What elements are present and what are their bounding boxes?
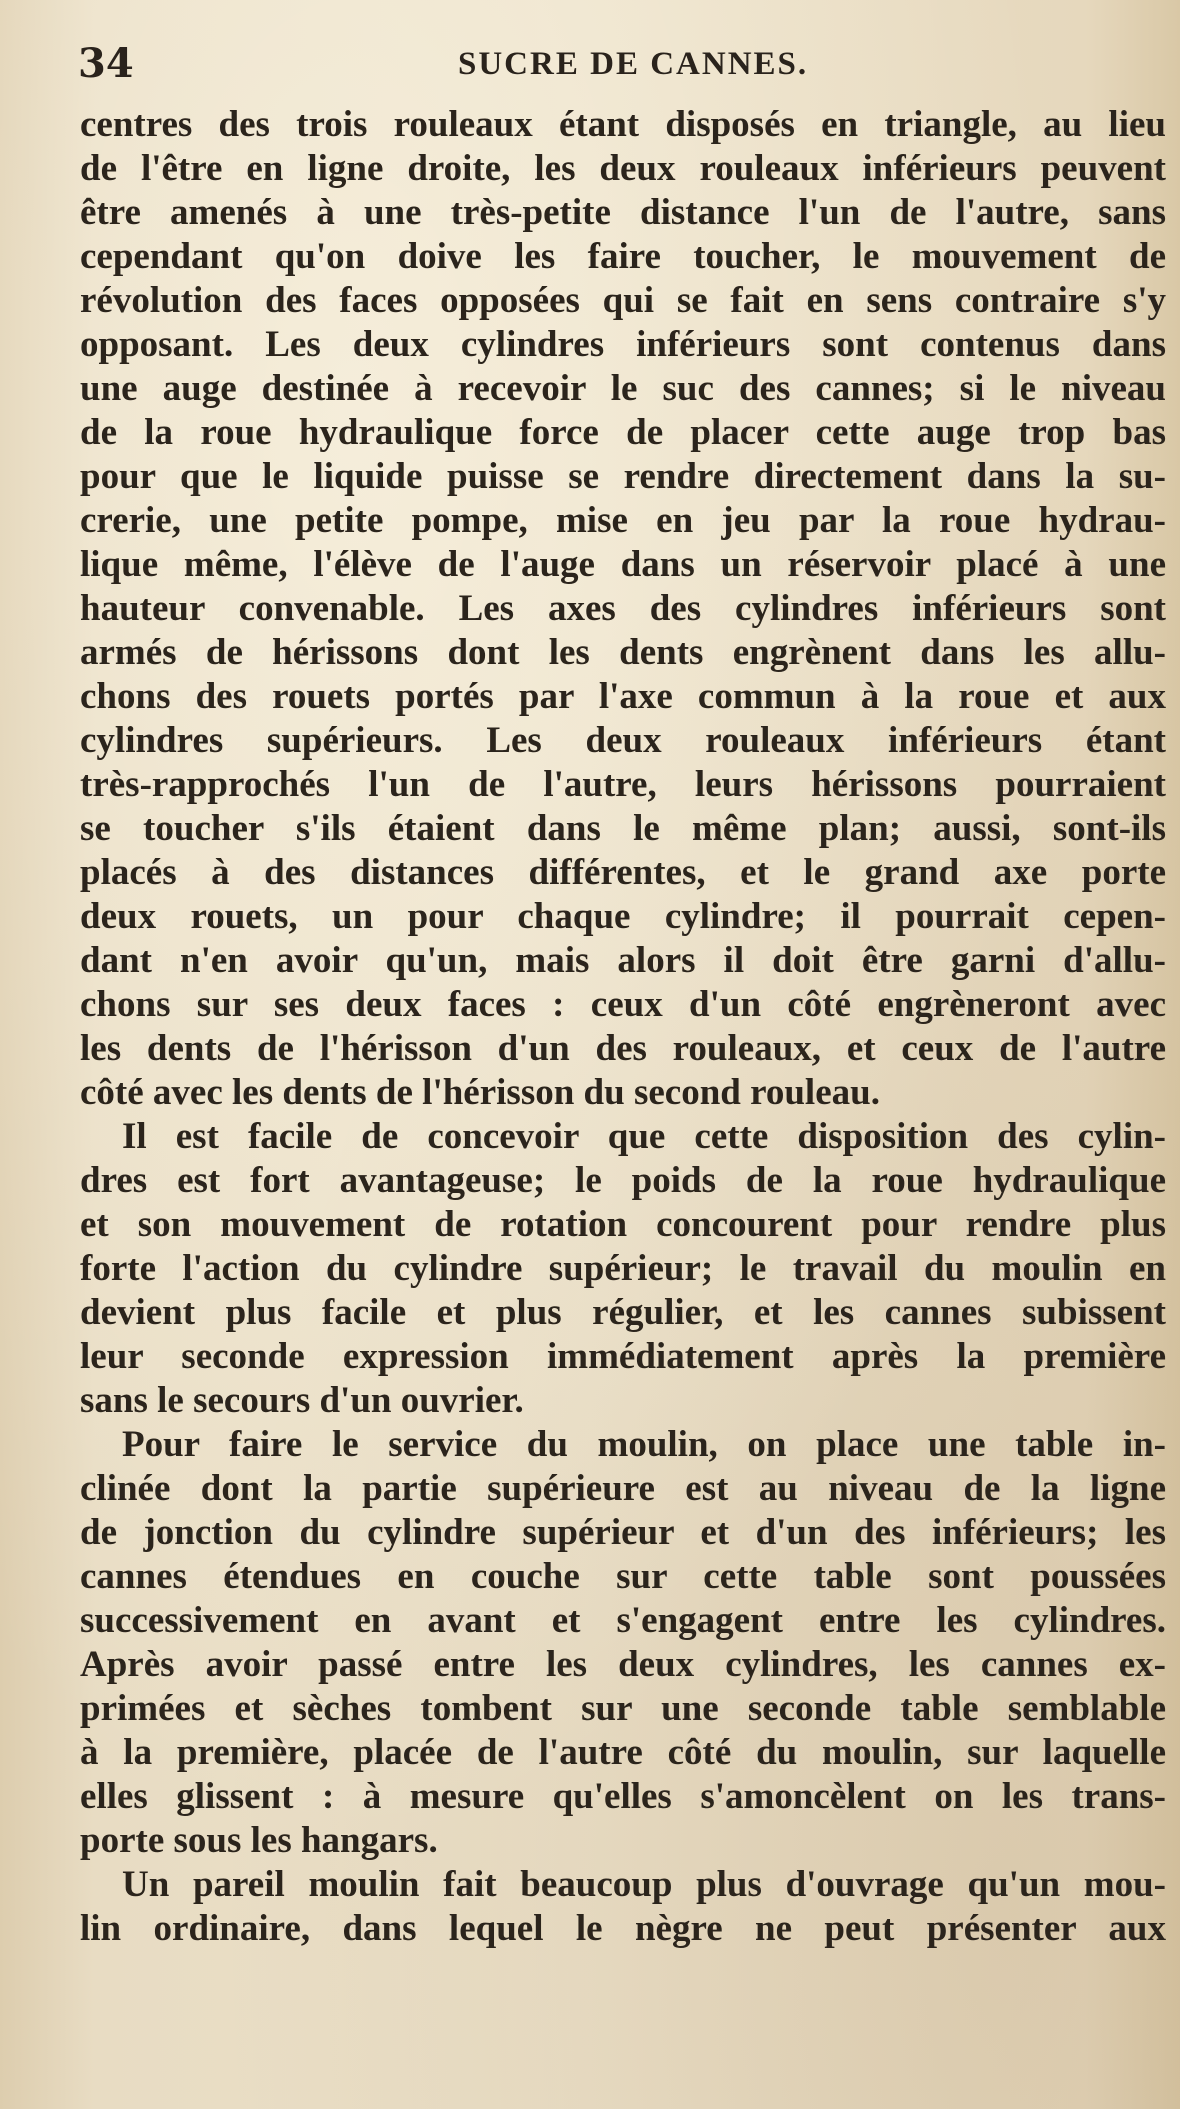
paragraph bbox=[80, 1423, 1166, 1863]
text-line: se toucher s'ils étaient dans le même plan; aussi, sont-ils bbox=[80, 808, 1166, 849]
text-line: Pour faire le service du moulin, on place une table in- bbox=[122, 1424, 1166, 1465]
text-line: très-rapprochés l'un de l'autre, leurs hérissons pourraient bbox=[80, 764, 1166, 805]
text-line: elles glissent : à mesure qu'elles s'amoncèlent on les trans- bbox=[80, 1776, 1166, 1817]
text-line: hauteur convenable. Les axes des cylindres inférieurs sont bbox=[80, 588, 1166, 629]
paragraph bbox=[80, 1863, 1166, 1951]
paragraph bbox=[80, 103, 1166, 1115]
text-line: de l'être en ligne droite, les deux rouleaux inférieurs peuvent bbox=[80, 148, 1166, 189]
body-text bbox=[80, 103, 1166, 1951]
text-line: centres des trois rouleaux étant disposés en triangle, au lieu bbox=[80, 104, 1166, 145]
text-line: les dents de l'hérisson d'un des rouleaux, et ceux de l'autre bbox=[80, 1028, 1166, 1069]
page-number: 34 bbox=[78, 40, 134, 87]
text-line: lin ordinaire, dans lequel le nègre ne peut présenter aux bbox=[80, 1908, 1166, 1949]
paragraph bbox=[80, 1115, 1166, 1423]
text-line: chons sur ses deux faces : ceux d'un côté engrèneront avec bbox=[80, 984, 1166, 1025]
text-line: devient plus facile et plus régulier, et les cannes subissent bbox=[80, 1292, 1166, 1333]
text-line: Après avoir passé entre les deux cylindres, les cannes ex- bbox=[80, 1644, 1166, 1685]
text-line: pour que le liquide puisse se rendre directement dans la su- bbox=[80, 456, 1166, 497]
text-line: leur seconde expression immédiatement après la première bbox=[80, 1336, 1166, 1377]
text-line: de jonction du cylindre supérieur et d'un des inférieurs; les bbox=[80, 1512, 1166, 1553]
text-line: dres est fort avantageuse; le poids de la roue hydraulique bbox=[80, 1160, 1166, 1201]
text-line: être amenés à une très-petite distance l'un de l'autre, sans bbox=[80, 192, 1166, 233]
text-line: cylindres supérieurs. Les deux rouleaux inférieurs étant bbox=[80, 720, 1166, 761]
text-line: révolution des faces opposées qui se fait en sens contraire s'y bbox=[80, 280, 1166, 321]
text-line: porte sous les hangars. bbox=[80, 1820, 438, 1861]
text-line: de la roue hydraulique force de placer cette auge trop bas bbox=[80, 412, 1166, 453]
text-line: côté avec les dents de l'hérisson du second rouleau. bbox=[80, 1072, 880, 1113]
text-line: armés de hérissons dont les dents engrènent dans les allu- bbox=[80, 632, 1166, 673]
text-line: à la première, placée de l'autre côté du moulin, sur laquelle bbox=[80, 1732, 1166, 1773]
text-line: successivement en avant et s'engagent entre les cylindres. bbox=[80, 1600, 1166, 1641]
text-line: sans le secours d'un ouvrier. bbox=[80, 1380, 524, 1421]
text-line: cependant qu'on doive les faire toucher, le mouvement de bbox=[80, 236, 1166, 277]
text-line: Il est facile de concevoir que cette disposition des cylin- bbox=[122, 1116, 1166, 1157]
text-line: placés à des distances différentes, et le grand axe porte bbox=[80, 852, 1166, 893]
text-line: chons des rouets portés par l'axe commun à la roue et aux bbox=[80, 676, 1166, 717]
text-line: une auge destinée à recevoir le suc des cannes; si le niveau bbox=[80, 368, 1166, 409]
text-line: crerie, une petite pompe, mise en jeu par la roue hydrau- bbox=[80, 500, 1166, 541]
text-line: Un pareil moulin fait beaucoup plus d'ouvrage qu'un mou- bbox=[122, 1864, 1166, 1905]
page-header bbox=[78, 40, 1158, 100]
text-line: primées et sèches tombent sur une seconde table semblable bbox=[80, 1688, 1166, 1729]
text-line: cannes étendues en couche sur cette table sont poussées bbox=[80, 1556, 1166, 1597]
running-title: SUCRE DE CANNES. bbox=[458, 46, 809, 82]
text-line: et son mouvement de rotation concourent pour rendre plus bbox=[80, 1204, 1166, 1245]
text-line: opposant. Les deux cylindres inférieurs sont contenus dans bbox=[80, 324, 1166, 365]
text-line: lique même, l'élève de l'auge dans un réservoir placé à une bbox=[80, 544, 1166, 585]
text-line: deux rouets, un pour chaque cylindre; il pourrait cepen- bbox=[80, 896, 1166, 937]
text-line: forte l'action du cylindre supérieur; le travail du moulin en bbox=[80, 1248, 1166, 1289]
text-line: clinée dont la partie supérieure est au niveau de la ligne bbox=[80, 1468, 1166, 1509]
text-line: dant n'en avoir qu'un, mais alors il doit être garni d'allu- bbox=[80, 940, 1166, 981]
